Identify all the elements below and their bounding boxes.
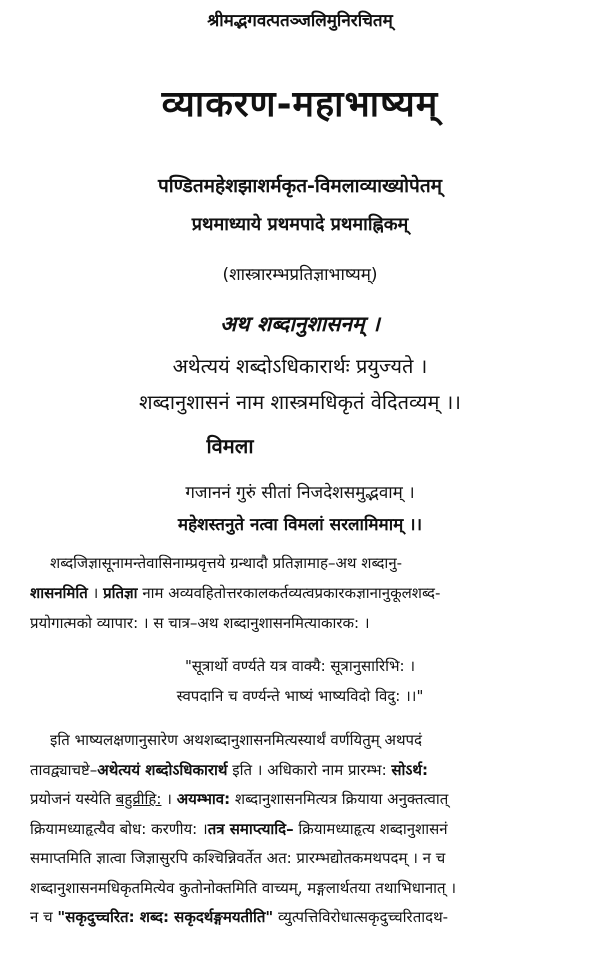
para2-text: तावद्व्याचष्टे– bbox=[30, 760, 98, 779]
chapter-location-line: प्रथमाध्याये प्रथमपादे प्रथमाह्निकम् bbox=[191, 214, 409, 235]
section-heading: (शास्त्रारम्भप्रतिज्ञाभाष्यम्) bbox=[222, 265, 378, 285]
keyword: तत्र समाप्त्यादि– bbox=[207, 819, 294, 838]
para2-text: शब्दानुशासनमित्यत्र क्रियाया अनुक्तत्वात् bbox=[230, 790, 449, 808]
keyword: सोऽर्थ: bbox=[391, 760, 429, 779]
mangala-verse-line-2: महेशस्तनुते नत्वा विमलां सरलामिमाम् ।। bbox=[177, 515, 423, 535]
keyword: प्रतिज्ञा bbox=[103, 584, 138, 602]
page-title: व्याकरण-महाभाष्यम् bbox=[161, 84, 439, 125]
para2-line-3 bbox=[30, 785, 585, 815]
keyword: शासनमिति bbox=[30, 584, 88, 602]
para1-text: । bbox=[87, 584, 104, 602]
commentary-line: पण्डितमहेशझाशर्मकृत-विमलाव्याख्योपेतम् bbox=[157, 175, 443, 197]
para1-text: नाम अव्यवहितोत्तरकालकर्तव्यत्वप्रकारकज्ञानानुकूलशब्द- bbox=[137, 584, 441, 602]
commentary-paragraph-2 bbox=[30, 726, 585, 933]
keyword: बहुव्रीहि: bbox=[115, 790, 162, 808]
para2-text: इति । अधिकारो नाम प्रारम्भ: bbox=[227, 760, 392, 779]
sutra-line: अथ शब्दानुशासनम् । bbox=[220, 312, 380, 336]
para2-text: । bbox=[161, 790, 177, 808]
para1-line-3: प्रयोगात्मको व्यापार: । स चात्र–अथ शब्दानुशासनमित्याकारक: । bbox=[30, 614, 370, 632]
keyword: अयम्भाव: bbox=[176, 790, 231, 808]
keyword: "सकृदुच्चरित: शब्द: सकृदर्थङ्गमयतीति" bbox=[57, 908, 274, 926]
mangala-verse-line-1: गजाननं गुरुं सीतां निजदेशसमुद्भवाम् । bbox=[185, 483, 415, 503]
bhashya-line-1: अथेत्ययं शब्दोऽधिकारार्थः प्रयुज्यते । bbox=[172, 354, 428, 378]
para2-line-4 bbox=[30, 815, 585, 845]
vimala-heading: विमला bbox=[206, 434, 254, 458]
para2-line-2 bbox=[30, 756, 585, 786]
para2-line-7 bbox=[30, 903, 585, 933]
para2-text: न च bbox=[30, 908, 58, 926]
bhashya-line-2: शब्दानुशासनं नाम शास्त्रमधिकृतं वेदितव्यम् ।। bbox=[139, 390, 461, 414]
para2-text: क्रियामध्याहृत्यैव बोध: करणीय: । bbox=[30, 819, 208, 838]
quoted-verse-line-1: "सूत्रार्थो वर्ण्यते यत्र वाक्यै: सूत्रानुसारिभि: । bbox=[184, 657, 416, 675]
para2-line-1: इति भाष्यलक्षणानुसारेण अथशब्दानुशासनमित्यस्यार्थं वर्णयितुम् अथपदं bbox=[50, 731, 423, 749]
attribution-line: श्रीमद्भगवत्पतञ्जलिमुनिरचितम् bbox=[207, 11, 393, 31]
para1-line-2 bbox=[30, 578, 585, 608]
para2-text: व्युत्पत्तिविरोधात्सकृदुच्चरितादथ- bbox=[273, 908, 449, 926]
para2-line-5: समाप्तमिति ज्ञात्वा जिज्ञासुरपि कश्चिन्निवर्तेत अत: प्रारम्भद्योतकमथपदम् । न च bbox=[30, 849, 446, 867]
commentary-paragraph-1 bbox=[30, 548, 585, 638]
para2-text: प्रयोजनं यस्येति bbox=[30, 790, 116, 808]
para2-line-6: शब्दानुशासनमधिकृतमित्येव कुतोनोक्तमिति वाच्यम्, मङ्गलार्थतया तथाभिधानात् । bbox=[30, 878, 457, 897]
para1-line-1: शब्दजिज्ञासूनामन्तेवासिनाम्प्रवृत्तये ग्रन्थादौ प्रतिज्ञामाह–अथ शब्दानु- bbox=[50, 554, 403, 572]
para2-text: क्रियामध्याहृत्य शब्दानुशासनं bbox=[293, 819, 448, 838]
keyword: अथेत्ययं शब्दोऽधिकारार्थ bbox=[97, 760, 228, 779]
quoted-verse-line-2: स्वपदानि च वर्ण्यन्ते भाष्यं भाष्यविदो विदु: ।।" bbox=[176, 687, 424, 705]
